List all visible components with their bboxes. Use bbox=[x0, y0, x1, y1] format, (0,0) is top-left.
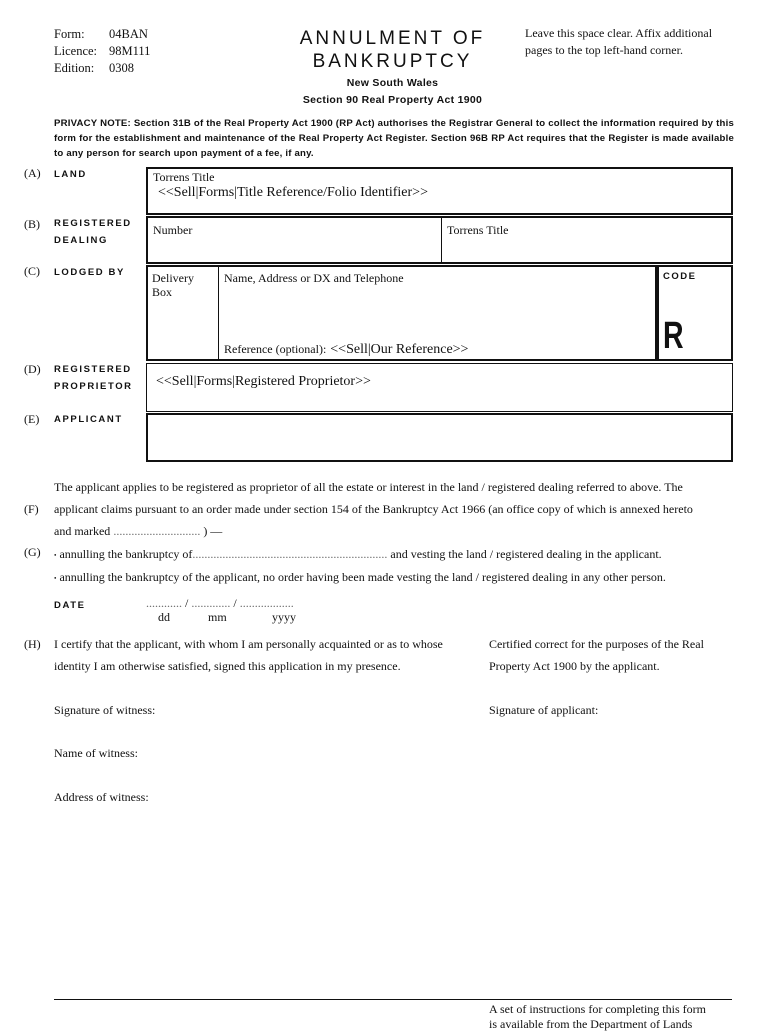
marked-blank[interactable]: ............................. bbox=[113, 524, 201, 538]
licence-row bbox=[54, 43, 150, 60]
act-reference: Section 90 Real Property Act 1900 bbox=[302, 94, 483, 106]
date-dd-blank[interactable]: ............ bbox=[146, 596, 182, 610]
marked-text: and marked bbox=[54, 524, 111, 538]
clear-space-note: Leave this space clear. Affix additional pages to the top left-hand corner. bbox=[525, 26, 713, 57]
dealing-number-field[interactable] bbox=[148, 218, 441, 262]
lodger-details-caption: Name, Address or DX and Telephone bbox=[224, 271, 404, 285]
witness-text-1: I certify that the applicant, with whom I am personally acquainted or as to whose bbox=[54, 637, 443, 651]
marked-end: ) — bbox=[203, 524, 223, 538]
applicant-box[interactable] bbox=[146, 413, 733, 462]
section-h-letter: (H) bbox=[24, 637, 41, 651]
option-1-start: annulling the bankruptcy of bbox=[59, 547, 193, 561]
delivery-box-caption: Delivery Box bbox=[152, 271, 194, 299]
option-1 bbox=[54, 543, 744, 566]
witness-text-2: identity I am otherwise satisfied, signed this application in my presence. bbox=[54, 659, 401, 673]
section-f-letter: (F) bbox=[24, 502, 39, 516]
footer-note bbox=[489, 1002, 739, 1032]
edition-label: Edition: bbox=[54, 61, 95, 75]
section-d-letter: (D) bbox=[24, 362, 41, 376]
form-title bbox=[290, 27, 495, 73]
witness-signature-label[interactable]: Signature of witness: bbox=[54, 703, 156, 717]
code-value: R bbox=[663, 315, 684, 357]
footer-line-1: A set of instructions for completing this form bbox=[489, 1002, 706, 1016]
form-label: Form: bbox=[54, 27, 85, 41]
application-line-3 bbox=[54, 520, 734, 542]
date-yyyy-hint: yyyy bbox=[272, 610, 296, 624]
applicant-text-1: Certified correct for the purposes of the Real bbox=[489, 637, 704, 651]
application-line-1: The applicant applies to be registered as proprietor of all the estate or interest in the land / registered dealing referred to above. The bbox=[54, 480, 683, 494]
option-1-blank[interactable]: ................................................................. bbox=[192, 547, 388, 561]
lodger-details-field[interactable] bbox=[218, 267, 656, 359]
edition-row bbox=[54, 60, 150, 77]
edition-value: 0308 bbox=[109, 61, 134, 75]
form-meta bbox=[54, 26, 150, 77]
applicant-signature-label[interactable]: Signature of applicant: bbox=[489, 703, 599, 717]
applicant-text-2: Property Act 1900 by the applicant. bbox=[489, 659, 660, 673]
option-1-checkbox[interactable]: • bbox=[54, 551, 57, 560]
footer-rule bbox=[54, 999, 732, 1000]
section-d-label: REGISTERED PROPRIETOR bbox=[54, 364, 133, 392]
application-line-2: applicant claims pursuant to an order made under section 154 of the Bankruptcy Act 1966 (an office copy of which is annexed hereto bbox=[54, 502, 693, 516]
date-mm-blank[interactable]: ............. bbox=[191, 596, 231, 610]
code-label: CODE bbox=[663, 271, 697, 282]
form-value: 04BAN bbox=[109, 27, 148, 41]
option-2-checkbox[interactable]: • bbox=[54, 574, 57, 583]
section-g-letter: (G) bbox=[24, 545, 41, 559]
date-label: DATE bbox=[54, 600, 86, 611]
section-e-label: APPLICANT bbox=[54, 414, 123, 425]
privacy-note: PRIVACY NOTE: Section 31B of the Real Property Act 1900 (RP Act) authorises the Registrar General to collect the information required by this form for the establishment and maintenance of the Real Property Act Register. Section 96B RP Act requires that the Register is made available to any person for search upon payment of a fee, if any. bbox=[54, 118, 734, 159]
option-1-end: and vesting the land / registered dealing in the applicant. bbox=[390, 547, 662, 561]
witness-address-label[interactable]: Address of witness: bbox=[54, 790, 149, 804]
options-block bbox=[54, 543, 744, 590]
section-a-label: LAND bbox=[54, 169, 87, 180]
witness-certificate bbox=[54, 633, 474, 677]
land-box[interactable] bbox=[146, 167, 733, 215]
reference-caption: Reference (optional): bbox=[224, 342, 327, 356]
option-2 bbox=[54, 566, 744, 589]
witness-name-label[interactable]: Name of witness: bbox=[54, 746, 138, 760]
reference-row bbox=[224, 340, 468, 358]
jurisdiction: New South Wales bbox=[346, 77, 439, 89]
footer-line-2: is available from the Department of Lands bbox=[489, 1017, 693, 1031]
licence-value: 98M111 bbox=[109, 44, 151, 58]
option-2-text: annulling the bankruptcy of the applicant, no order having been made vesting the land / registered dealing in any other person. bbox=[59, 570, 666, 585]
reference-value: <<Sell|Our Reference>> bbox=[330, 342, 469, 357]
section-a-letter: (A) bbox=[24, 166, 41, 180]
applicant-certificate bbox=[489, 633, 739, 677]
registered-dealing-box bbox=[146, 216, 733, 264]
code-box bbox=[657, 265, 733, 361]
date-yyyy-blank[interactable]: .................. bbox=[239, 596, 294, 610]
dealing-torrens-caption: Torrens Title bbox=[447, 223, 509, 237]
section-c-letter: (C) bbox=[24, 264, 40, 278]
form-code-row bbox=[54, 26, 150, 43]
title-line-2: BANKRUPTCY bbox=[312, 51, 473, 72]
date-dd-hint: dd bbox=[158, 610, 170, 624]
land-caption: Torrens Title bbox=[153, 170, 215, 184]
section-c-label: LODGED BY bbox=[54, 267, 125, 278]
registered-proprietor-box[interactable] bbox=[146, 363, 733, 412]
lodged-by-box bbox=[146, 265, 657, 361]
application-text bbox=[54, 476, 734, 542]
dealing-number-caption: Number bbox=[153, 223, 193, 237]
registered-proprietor-value: <<Sell|Forms|Registered Proprietor>> bbox=[156, 374, 371, 389]
land-title-reference: <<Sell|Forms|Title Reference/Folio Identifier>> bbox=[158, 185, 428, 200]
date-field[interactable]: ............ / ............. / .................. bbox=[146, 596, 294, 610]
section-e-letter: (E) bbox=[24, 412, 40, 426]
licence-label: Licence: bbox=[54, 44, 98, 58]
date-mm-hint: mm bbox=[208, 610, 227, 624]
title-line-1: ANNULMENT OF bbox=[299, 28, 486, 49]
section-b-letter: (B) bbox=[24, 217, 40, 231]
section-b-label: REGISTERED DEALING bbox=[54, 218, 132, 246]
dealing-torrens-title-field[interactable] bbox=[441, 218, 732, 262]
delivery-box-field[interactable] bbox=[148, 267, 218, 359]
